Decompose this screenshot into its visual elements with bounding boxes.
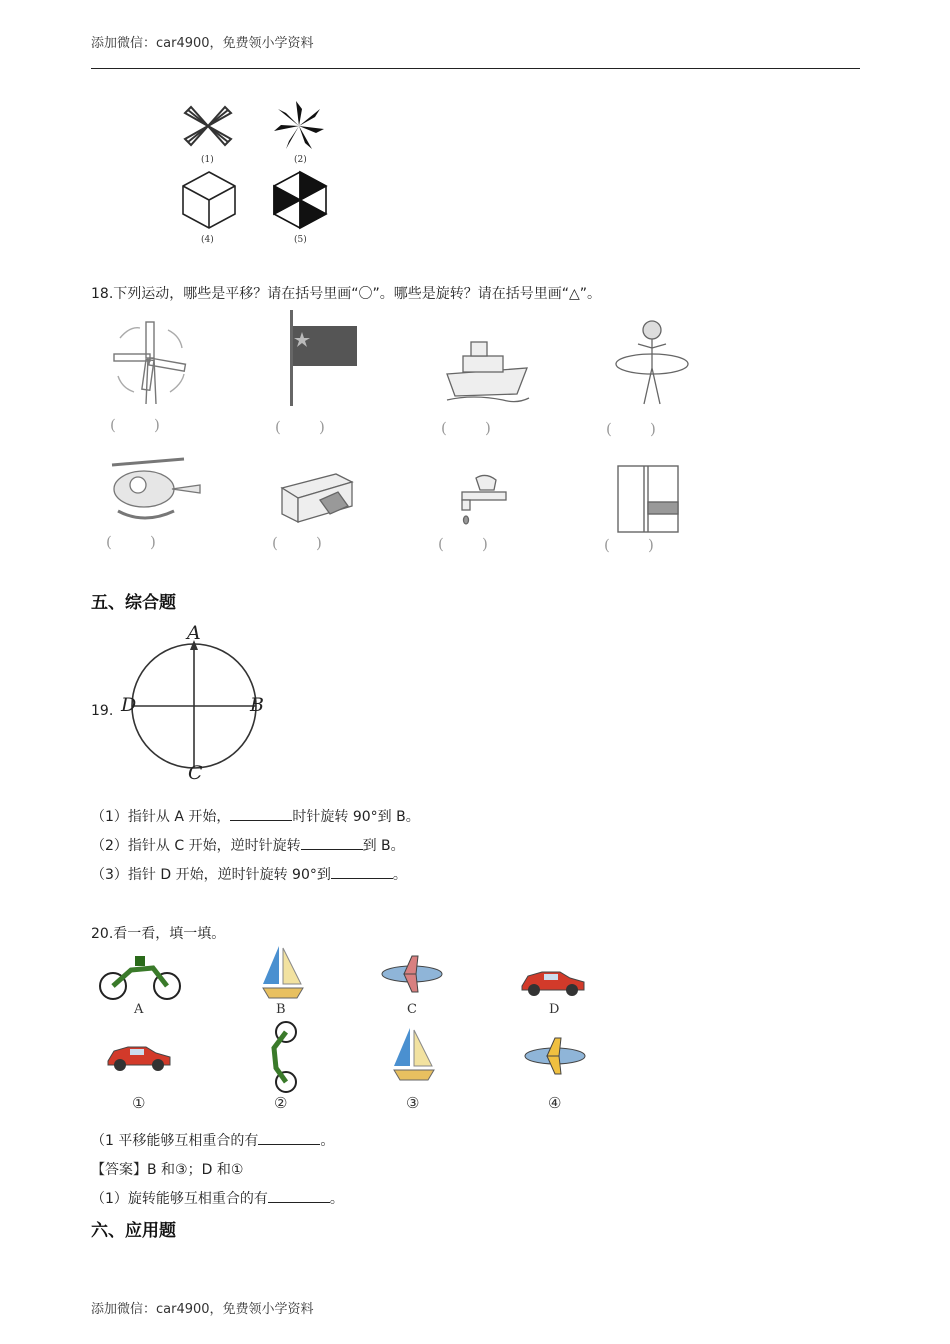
q19-sub3 (91, 864, 407, 884)
q20-sub1-text-a: （1 平移能够互相重合的有 (91, 1133, 259, 1149)
point-label-c: C (188, 762, 203, 784)
answer-paren-helicopter[interactable]: ( ) (106, 533, 156, 551)
q19-sub1-text-a: （1）指针从 A 开始， (91, 809, 231, 825)
answer-paren-flag[interactable]: ( ) (275, 418, 325, 436)
answer-paren-window[interactable]: ( ) (604, 536, 654, 554)
car-1-icon (106, 1037, 172, 1073)
airplane-4-icon (521, 1036, 589, 1076)
car-d-icon (520, 962, 586, 998)
q19-sub2-text-b: 到 B。 (362, 838, 405, 854)
answer-paren-windmill[interactable]: ( ) (110, 416, 160, 434)
q19-sub2-text-a: （2）指针从 C 开始，逆时针旋转 (91, 838, 301, 854)
point-label-a: A (187, 622, 201, 644)
q20-sub2-text-b: 。 (329, 1191, 344, 1207)
q19-sub1-text-b: 时针旋转 90°到 B。 (292, 809, 420, 825)
sailboat-3-icon (392, 1026, 436, 1082)
motorcycle-a-icon (97, 950, 183, 1002)
window-icon (614, 464, 684, 534)
q20-prompt: 20.看一看，填一填。 (91, 926, 226, 942)
figure-2-pinwheel-star-icon (272, 99, 326, 153)
q19-sub3-blank[interactable] (331, 866, 393, 879)
label-3: ③ (406, 1094, 420, 1112)
q20-sub1 (91, 1130, 334, 1150)
helicopter-icon (104, 455, 204, 523)
q20-answer: 【答案】B 和③；D 和① (91, 1162, 244, 1178)
faucet-icon (456, 470, 512, 530)
label-d: D (549, 1002, 560, 1017)
q20-sub1-text-b: 。 (320, 1133, 335, 1149)
q19-sub3-text-b: 。 (392, 867, 407, 883)
q18-prompt: 18.下列运动，哪些是平移？请在括号里画“〇”。哪些是旋转？请在括号里画“△”。 (91, 286, 602, 302)
q19-sub2 (91, 835, 405, 855)
answer-paren-ship[interactable]: ( ) (441, 419, 491, 437)
q20-sub1-blank[interactable] (258, 1132, 320, 1145)
answer-paren-hula-hoop[interactable]: ( ) (606, 420, 656, 438)
windmill-icon (110, 318, 190, 406)
point-label-d: D (121, 694, 137, 716)
label-1: ① (132, 1094, 146, 1112)
q20-sub2 (91, 1188, 344, 1208)
flag-icon (288, 310, 360, 408)
figure-4-hexagon-cube-icon (180, 170, 238, 230)
q20-sub2-text-a: （1）旋转能够互相重合的有 (91, 1191, 268, 1207)
figure-2-label: (2) (294, 155, 307, 165)
point-label-b: B (250, 694, 264, 716)
motorcycle-2-rotated-icon (260, 1020, 306, 1094)
sailboat-b-icon (261, 944, 305, 1000)
drawer-icon (280, 470, 356, 524)
section-6-heading: 六、应用题 (91, 1221, 176, 1241)
girl-hula-hoop-icon (610, 318, 696, 410)
figure-5-label: (5) (294, 235, 307, 245)
label-c: C (407, 1002, 417, 1017)
figure-5-shaded-hexagon-icon (271, 170, 329, 230)
q19-sub3-text-a: （3）指针 D 开始，逆时针旋转 90°到 (91, 867, 331, 883)
label-2: ② (274, 1094, 288, 1112)
label-b: B (276, 1002, 286, 1017)
answer-paren-drawer[interactable]: ( ) (272, 534, 322, 552)
q19-sub1 (91, 806, 420, 826)
section-5-heading: 五、综合题 (91, 593, 176, 613)
figure-1-petal-icon (183, 103, 233, 149)
q20-sub2-blank[interactable] (268, 1190, 330, 1203)
answer-paren-faucet[interactable]: ( ) (438, 535, 488, 553)
page-header: 添加微信：car4900，免费领小学资料 (91, 36, 314, 51)
figure-1-label: (1) (201, 155, 214, 165)
header-divider (91, 68, 860, 69)
page-footer: 添加微信：car4900，免费领小学资料 (91, 1302, 314, 1317)
figure-4-label: (4) (201, 235, 214, 245)
label-a: A (134, 1002, 144, 1017)
q19-number: 19. (91, 703, 114, 719)
label-4: ④ (548, 1094, 562, 1112)
airplane-c-icon (378, 954, 446, 994)
q19-sub1-blank[interactable] (230, 808, 292, 821)
ship-icon (443, 334, 531, 406)
q19-sub2-blank[interactable] (301, 837, 363, 850)
